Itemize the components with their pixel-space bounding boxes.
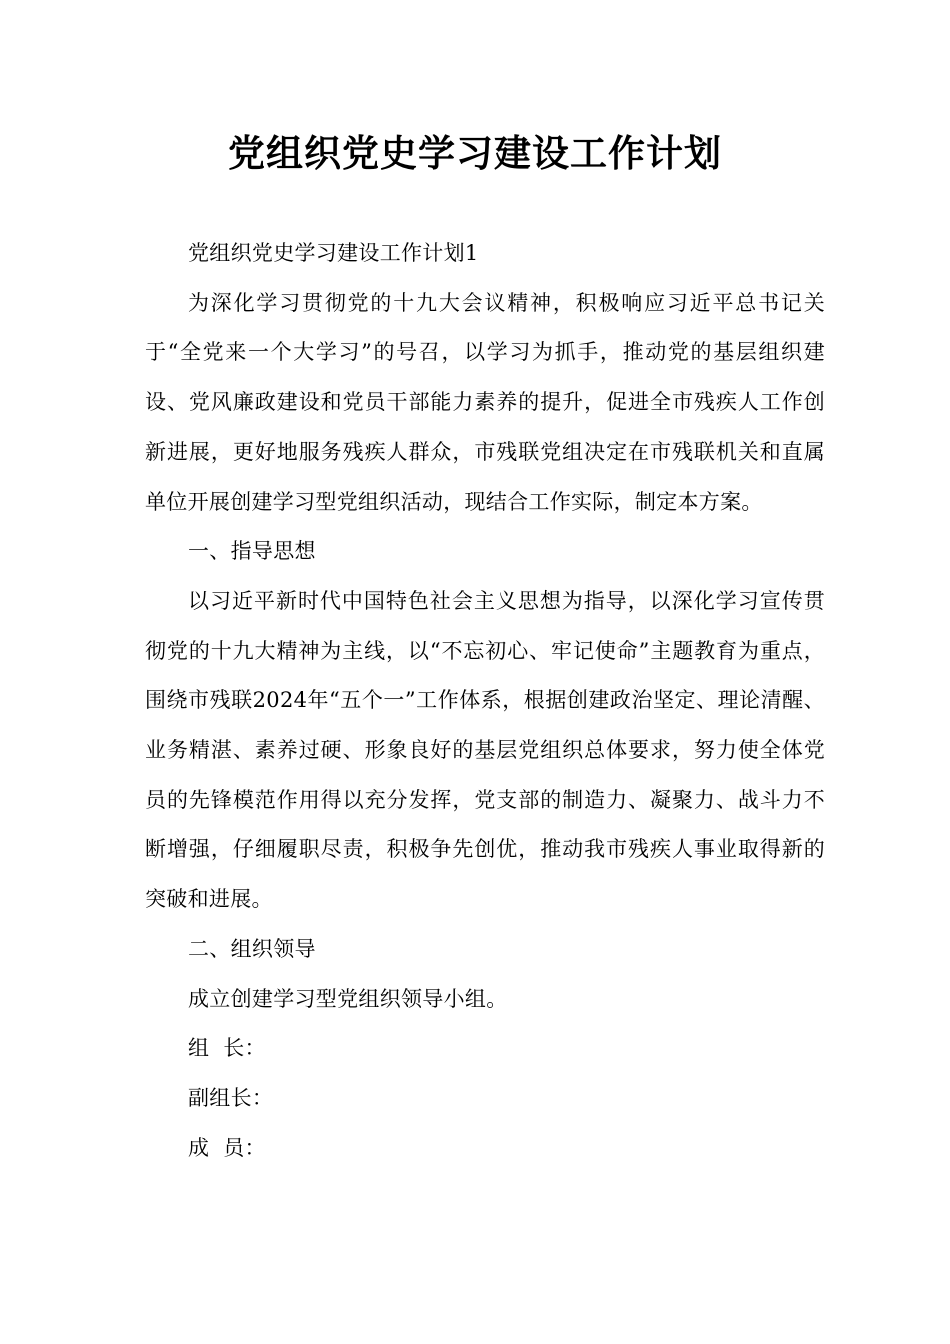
section-heading-organization-leadership: 二、组织领导 xyxy=(188,936,316,961)
guiding-ideology-paragraph: 以习近平新时代中国特色社会主义思想为指导，以深化学习宣传贯彻党的十九大精神为主线，以“不忘初心、牢记使命”主题教育为重点，围绕市残联2024年“五个一”工作体系，根据创建政治坚定、理论清醒、业务精湛、素养过硬、形象良好的基层党组织总体要求，努力使全体党员的先锋模范作用得以充分发挥，党支部的制造力、凝聚力、战斗力不断增强，仔细履职尽责，积极争先创优，推动我市残疾人事业取得新的突破和进展。 xyxy=(145,588,825,912)
subtitle-paragraph: 党组织党史学习建设工作计划1 xyxy=(188,241,479,265)
leadership-group-paragraph: 成立创建学习型党组织领导小组。 xyxy=(188,986,508,1011)
document-title: 党组织党史学习建设工作计划 xyxy=(228,132,722,175)
deputy-leader-line: 副组长： xyxy=(188,1085,274,1110)
group-leader-line: 组 长： xyxy=(188,1036,266,1061)
members-line: 成 员： xyxy=(188,1135,266,1160)
document-body xyxy=(145,229,825,1173)
section-heading-guiding-ideology: 一、指导思想 xyxy=(188,539,316,564)
intro-paragraph: 为深化学习贯彻党的十九大会议精神，积极响应习近平总书记关于“全党来一个大学习”的号召，以学习为抓手，推动党的基层组织建设、党风廉政建设和党员干部能力素养的提升，促进全市残疾人工作创新进展，更好地服务残疾人群众，市残联党组决定在市残联机关和直属单位开展创建学习型党组织活动，现结合工作实际，制定本方案。 xyxy=(145,290,825,514)
